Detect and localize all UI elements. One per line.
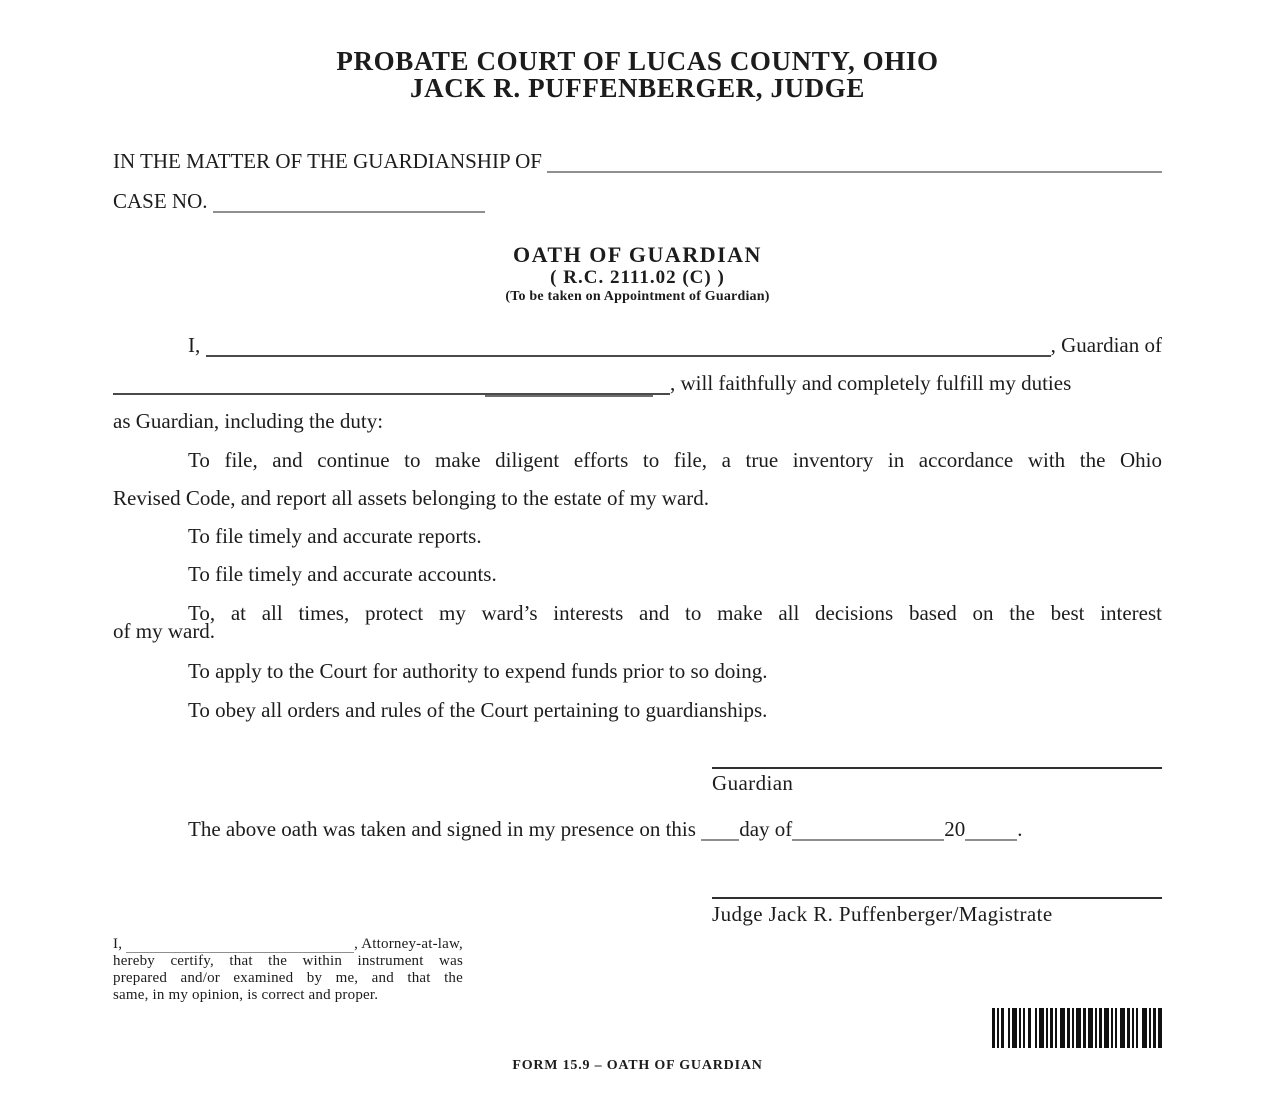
duty-protect-line-1: To, at all times, protect my ward’s interests and to make all decisions based on the best interest	[188, 601, 1162, 625]
case-number-row	[113, 189, 1162, 213]
ward-name-blank	[113, 371, 670, 395]
opening-i-prefix: I,	[188, 333, 206, 357]
duty-obey-orders: To obey all orders and rules of the Court pertaining to guardianships.	[188, 698, 768, 722]
duty-accounts: To file timely and accurate accounts.	[188, 562, 497, 586]
duty-protect-line-2: of my ward.	[113, 619, 216, 643]
guardianship-name-blank	[547, 149, 1162, 173]
duty-inventory-line-1: To file, and continue to make diligent efforts to file, a true inventory in accordance with the Ohio	[188, 448, 1162, 472]
judge-signature-line	[712, 897, 1162, 899]
duty-reports: To file timely and accurate reports.	[188, 524, 482, 548]
duty-inventory-line-2: Revised Code, and report all assets belonging to the estate of my ward.	[113, 486, 710, 510]
opening-line-1	[113, 333, 1162, 357]
oath-title-block	[0, 243, 1275, 305]
judge-signature-label: Judge Jack R. Puffenberger/Magistrate	[712, 902, 1053, 926]
statute-reference: ( R.C. 2111.02 (C) )	[550, 267, 725, 288]
barcode	[992, 1008, 1162, 1048]
attestation-day-of: day of	[739, 817, 793, 841]
attestation-period: .	[1017, 817, 1023, 841]
attorney-i-prefix: I,	[113, 936, 127, 952]
court-title: PROBATE COURT OF LUCAS COUNTY, OHIO	[336, 46, 939, 76]
case-number-label: CASE NO.	[113, 189, 213, 213]
judge-title: JACK R. PUFFENBERGER, JUDGE	[410, 73, 865, 103]
matter-row	[113, 149, 1162, 173]
scan-artifact-line	[485, 395, 653, 397]
attorney-cert-line-2: hereby certify, that the within instrument was	[113, 953, 463, 969]
guardian-signature-line	[712, 767, 1162, 769]
attestation-line	[113, 817, 1162, 841]
guardian-name-blank	[206, 333, 1051, 357]
year-blank	[965, 817, 1017, 841]
month-blank	[792, 817, 944, 841]
attorney-certification	[113, 936, 463, 1004]
attestation-year-prefix: 20	[944, 817, 966, 841]
opening-guardian-of: , Guardian of	[1050, 333, 1162, 357]
oath-subtitle: (To be taken on Appointment of Guardian)	[505, 289, 770, 304]
form-footer-label: FORM 15.9 – OATH OF GUARDIAN	[512, 1058, 763, 1073]
oath-title: OATH OF GUARDIAN	[513, 242, 762, 267]
attorney-cert-line-1	[113, 936, 463, 953]
case-number-blank	[213, 189, 485, 213]
court-header	[0, 48, 1275, 102]
attorney-at-law: , Attorney-at-law,	[354, 936, 463, 952]
guardian-signature-label: Guardian	[712, 771, 794, 795]
opening-will-fulfill: , will faithfully and completely fulfill my duties	[670, 371, 1072, 395]
matter-label: IN THE MATTER OF THE GUARDIANSHIP OF	[113, 149, 548, 173]
barcode-image	[992, 1008, 1162, 1048]
opening-line-2	[113, 371, 1162, 395]
day-blank	[701, 817, 739, 841]
opening-line-3: as Guardian, including the duty:	[113, 409, 384, 433]
attorney-cert-line-4: same, in my opinion, is correct and proper.	[113, 987, 379, 1003]
attorney-cert-line-3: prepared and/or examined by me, and that the	[113, 970, 463, 986]
attorney-name-blank	[126, 936, 354, 953]
attestation-prefix: The above oath was taken and signed in my presence on this	[188, 817, 702, 841]
duty-apply-funds: To apply to the Court for authority to expend funds prior to so doing.	[188, 659, 768, 683]
